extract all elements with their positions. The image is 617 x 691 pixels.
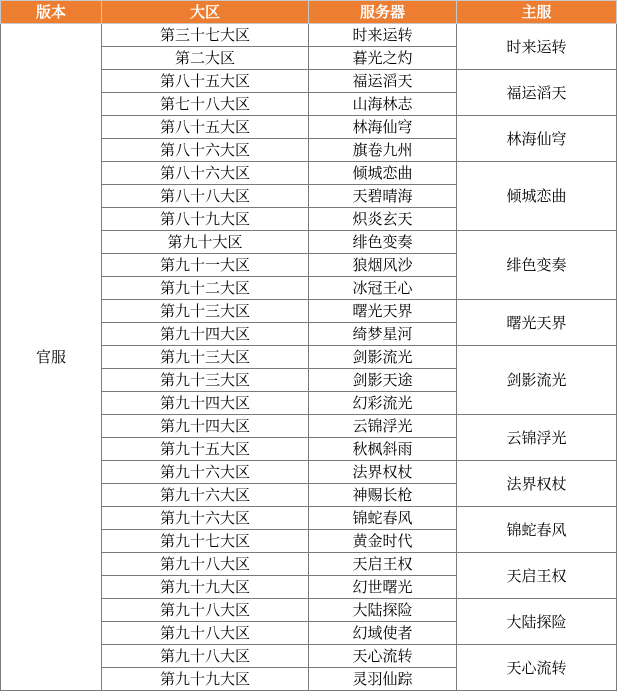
region-cell: 第八十九大区	[102, 208, 309, 231]
server-cell: 剑影流光	[309, 346, 457, 369]
table-body	[1, 24, 617, 691]
region-cell: 第九十八大区	[102, 645, 309, 668]
server-cell: 林海仙穹	[309, 116, 457, 139]
server-cell: 幻彩流光	[309, 392, 457, 415]
region-cell: 第九十九大区	[102, 668, 309, 691]
region-cell: 第九十一大区	[102, 254, 309, 277]
region-cell: 第八十八大区	[102, 185, 309, 208]
server-cell: 山海林志	[309, 93, 457, 116]
region-cell: 第九十八大区	[102, 622, 309, 645]
main-server-cell: 大陆探险	[457, 599, 617, 645]
region-cell: 第九十八大区	[102, 553, 309, 576]
server-cell: 法界权杖	[309, 461, 457, 484]
region-cell: 第九十四大区	[102, 323, 309, 346]
main-server-cell: 剑影流光	[457, 346, 617, 415]
main-server-cell: 绯色变奏	[457, 231, 617, 300]
server-cell: 倾城恋曲	[309, 162, 457, 185]
region-cell: 第九十五大区	[102, 438, 309, 461]
server-cell: 绮梦星河	[309, 323, 457, 346]
main-server-cell: 曙光天界	[457, 300, 617, 346]
server-cell: 神赐长枪	[309, 484, 457, 507]
header-region: 大区	[102, 1, 309, 24]
server-cell: 绯色变奏	[309, 231, 457, 254]
server-cell: 剑影天途	[309, 369, 457, 392]
region-cell: 第八十五大区	[102, 70, 309, 93]
region-cell: 第八十五大区	[102, 116, 309, 139]
server-cell: 狼烟风沙	[309, 254, 457, 277]
server-cell: 幻域使者	[309, 622, 457, 645]
region-cell: 第九十九大区	[102, 576, 309, 599]
region-cell: 第九十二大区	[102, 277, 309, 300]
main-server-cell: 时来运转	[457, 24, 617, 70]
region-cell: 第九十六大区	[102, 484, 309, 507]
region-cell: 第三十七大区	[102, 24, 309, 47]
region-cell: 第八十六大区	[102, 139, 309, 162]
table-row	[1, 24, 617, 47]
server-cell: 时来运转	[309, 24, 457, 47]
server-cell: 秋枫斜雨	[309, 438, 457, 461]
main-server-cell: 福运滔天	[457, 70, 617, 116]
header-main-server: 主服	[457, 1, 617, 24]
server-cell: 天碧晴海	[309, 185, 457, 208]
header-row	[1, 1, 617, 24]
main-server-cell: 天启王权	[457, 553, 617, 599]
region-cell: 第九十八大区	[102, 599, 309, 622]
server-cell: 天启王权	[309, 553, 457, 576]
region-cell: 第九十三大区	[102, 346, 309, 369]
main-server-cell: 法界权杖	[457, 461, 617, 507]
region-cell: 第九十四大区	[102, 392, 309, 415]
server-cell: 大陆探险	[309, 599, 457, 622]
main-server-cell: 云锦浮光	[457, 415, 617, 461]
main-server-cell: 锦蛇春风	[457, 507, 617, 553]
region-cell: 第七十八大区	[102, 93, 309, 116]
server-cell: 冰冠王心	[309, 277, 457, 300]
version-cell: 官服	[1, 24, 102, 691]
region-cell: 第八十六大区	[102, 162, 309, 185]
server-cell: 旗卷九州	[309, 139, 457, 162]
server-cell: 暮光之灼	[309, 47, 457, 70]
server-cell: 炽炎玄天	[309, 208, 457, 231]
region-cell: 第九十六大区	[102, 507, 309, 530]
main-server-cell: 倾城恋曲	[457, 162, 617, 231]
server-cell: 幻世曙光	[309, 576, 457, 599]
server-cell: 天心流转	[309, 645, 457, 668]
region-cell: 第九十三大区	[102, 300, 309, 323]
server-cell: 锦蛇春风	[309, 507, 457, 530]
server-cell: 云锦浮光	[309, 415, 457, 438]
main-server-cell: 天心流转	[457, 645, 617, 691]
server-cell: 福运滔天	[309, 70, 457, 93]
region-cell: 第九十大区	[102, 231, 309, 254]
region-cell: 第九十七大区	[102, 530, 309, 553]
header-server: 服务器	[309, 1, 457, 24]
region-cell: 第九十三大区	[102, 369, 309, 392]
region-cell: 第二大区	[102, 47, 309, 70]
server-cell: 曙光天界	[309, 300, 457, 323]
server-cell: 灵羽仙踪	[309, 668, 457, 691]
region-cell: 第九十六大区	[102, 461, 309, 484]
table-header	[1, 1, 617, 24]
server-cell: 黄金时代	[309, 530, 457, 553]
header-version: 版本	[1, 1, 102, 24]
main-server-cell: 林海仙穹	[457, 116, 617, 162]
region-cell: 第九十四大区	[102, 415, 309, 438]
